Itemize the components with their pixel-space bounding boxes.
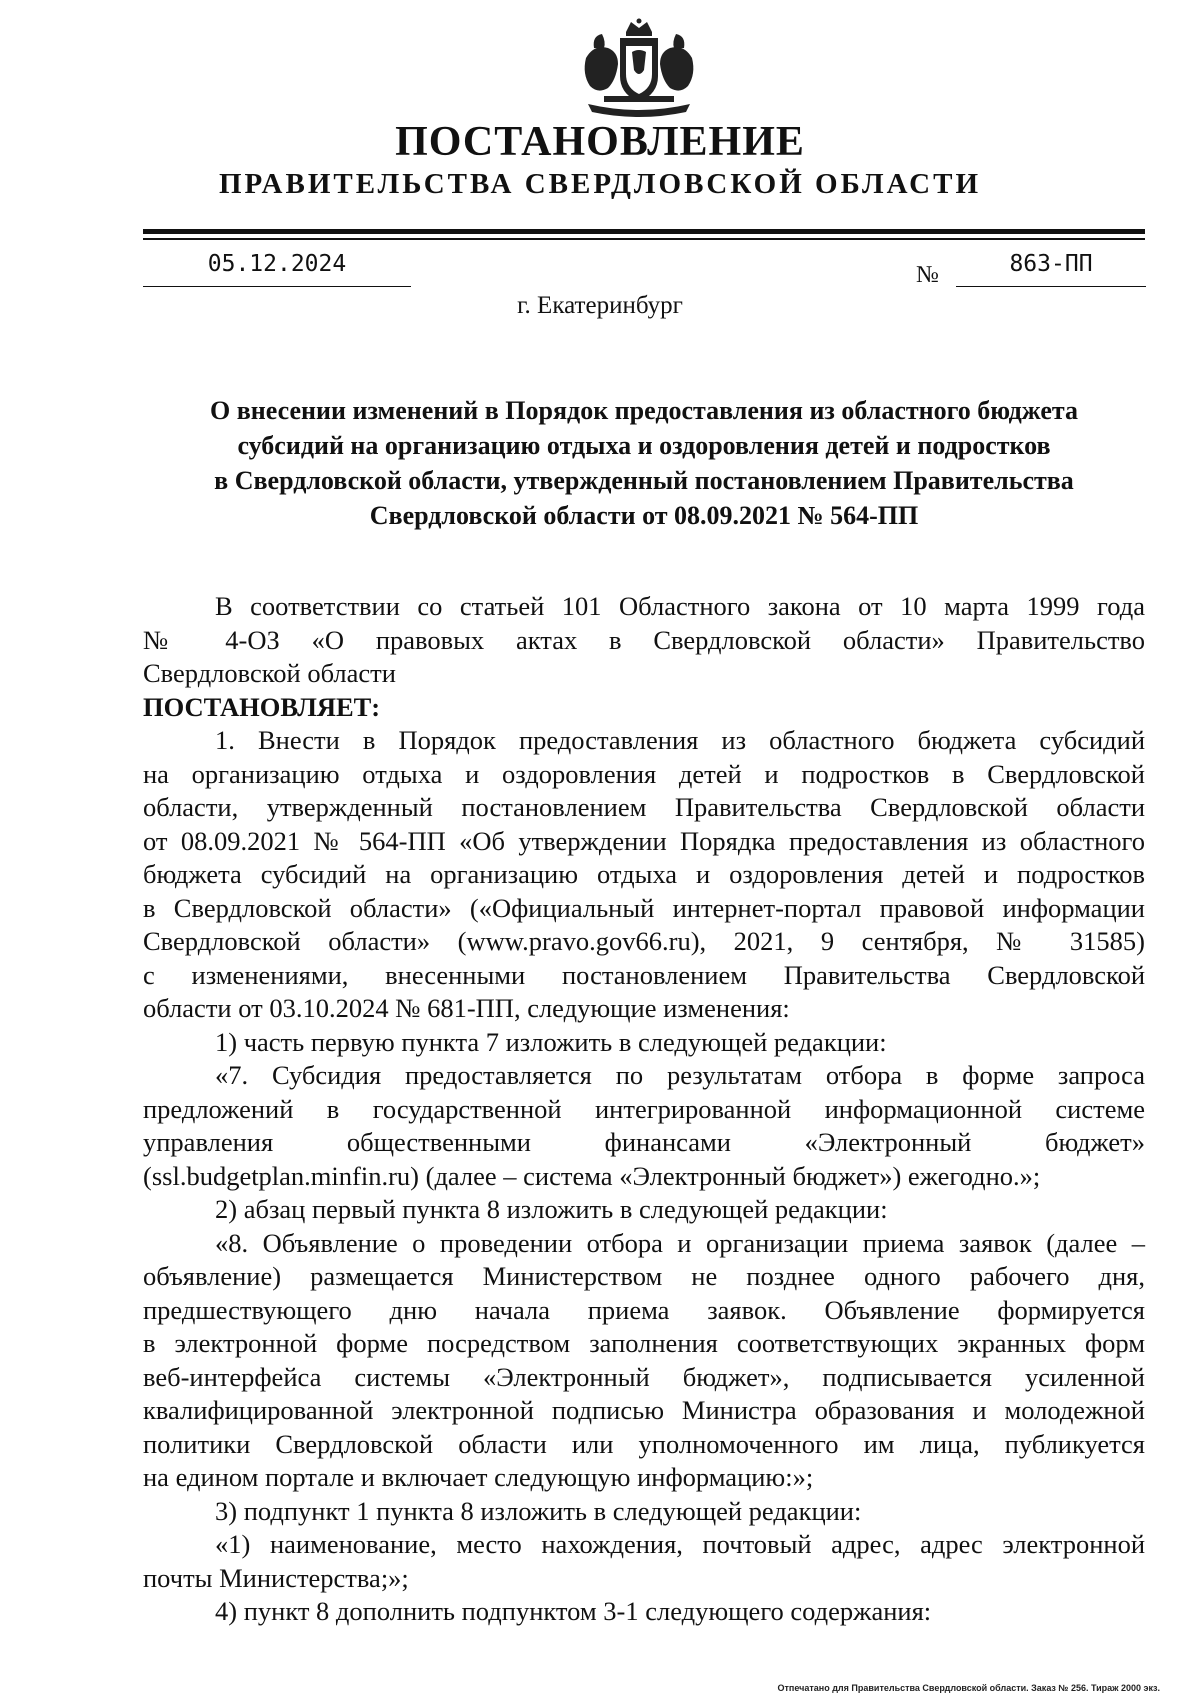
body-text-line: в электронной форме посредством заполнения соответствующих экранных форм	[143, 1328, 1145, 1358]
document-number: 863-ПП	[956, 246, 1146, 287]
subject-title-line: в Свердловской области, утвержденный постановлением Правительства	[214, 466, 1074, 495]
body-text-line: веб-интерфейса системы «Электронный бюджет», подписывается усиленной	[143, 1361, 1145, 1392]
body-text-line: области от 03.10.2024 № 681-ПП, следующие изменения:	[143, 993, 790, 1023]
body-text-line: (ssl.budgetplan.minfin.ru) (далее – система «Электронный бюджет») ежегодно.»;	[143, 1160, 1041, 1191]
city-line: г. Екатеринбург	[517, 292, 683, 319]
body-text-line: 2) абзац первый пункта 8 изложить в следующей редакции:	[215, 1194, 888, 1224]
print-footer: Отпечатано для Правительства Свердловской области. Заказ № 256. Тираж 2000 экз.	[777, 1683, 1160, 1693]
subject-title-line: субсидий на организацию отдыха и оздоровления детей и подростков	[237, 431, 1051, 460]
body-text-line: управления общественными финансами «Электронный бюджет»	[143, 1127, 1145, 1157]
document-type-title: ПОСТАНОВЛЕНИЕ	[395, 119, 805, 165]
number-label: №	[916, 262, 939, 288]
body-text-line: «1) наименование, место нахождения, почтовый адрес, адрес электронной	[215, 1529, 1145, 1559]
body-text-line: предшествующего дню начала приема заявок. Объявление формируется	[143, 1294, 1145, 1325]
body-text-line: № 4-ОЗ «О правовых актах в Свердловской области» Правительство	[143, 624, 1145, 655]
body-text-line: области, утвержденный постановлением Правительства Свердловской области	[143, 792, 1145, 822]
body-text-line: квалифицированной электронной подписью Министра образования и молодежной	[143, 1395, 1145, 1425]
body-text-line: предложений в государственной интегрированной информационной системе	[143, 1093, 1145, 1124]
body-text-line: 1. Внести в Порядок предоставления из областного бюджета субсидий	[215, 725, 1145, 755]
body-text-line: на организацию отдыха и оздоровления детей и подростков в Свердловской	[143, 758, 1145, 789]
body-text-line: с изменениями, внесенными постановлением Правительства Свердловской	[143, 959, 1145, 990]
document-date: 05.12.2024	[143, 246, 411, 287]
body-text-line: 1) часть первую пункта 7 изложить в следующей редакции:	[215, 1026, 887, 1057]
body-text-line: от 08.09.2021 № 564-ПП «Об утверждении Порядка предоставления из областного	[143, 825, 1145, 856]
body-text-line: 4) пункт 8 дополнить подпунктом 3-1 следующего содержания:	[215, 1596, 932, 1626]
body-text-line: политики Свердловской области или уполномоченного им лица, публикуется	[143, 1428, 1145, 1459]
body-text-line: на едином портале и включает следующую информацию:»;	[143, 1462, 814, 1492]
document-subject-title	[143, 393, 1145, 533]
coat-of-arms-icon	[574, 18, 704, 118]
body-text-line: Свердловской области	[143, 658, 396, 688]
header-rule-thin	[143, 238, 1145, 240]
document-body	[143, 590, 1145, 1629]
body-text-line: в Свердловской области» («Официальный интернет-портал правовой информации	[143, 892, 1145, 923]
body-text-line: 3) подпункт 1 пункта 8 изложить в следующей редакции:	[215, 1495, 862, 1526]
body-text-line: бюджета субсидий на организацию отдыха и оздоровления детей и подростков	[143, 859, 1145, 889]
body-text-line: почты Министерства;»;	[143, 1562, 409, 1593]
body-text-line: «7. Субсидия предоставляется по результатам отбора в форме запроса	[215, 1060, 1145, 1090]
body-text-line: Свердловской области» (www.pravo.gov66.ru), 2021, 9 сентября, № 31585)	[143, 926, 1145, 956]
body-text-line: В соответствии со статьей 101 Областного закона от 10 марта 1999 года	[215, 591, 1145, 621]
resolves-label: ПОСТАНОВЛЯЕТ:	[143, 691, 381, 722]
body-text-line: объявление) размещается Министерством не позднее одного рабочего дня,	[143, 1261, 1145, 1291]
body-text-line: «8. Объявление о проведении отбора и организации приема заявок (далее –	[215, 1227, 1145, 1258]
issuing-authority: ПРАВИТЕЛЬСТВА СВЕРДЛОВСКОЙ ОБЛАСТИ	[218, 168, 982, 200]
header-rule-thick	[143, 229, 1145, 234]
subject-title-line: О внесении изменений в Порядок предоставления из областного бюджета	[210, 396, 1078, 425]
subject-title-line: Свердловской области от 08.09.2021 № 564-ПП	[369, 501, 919, 530]
